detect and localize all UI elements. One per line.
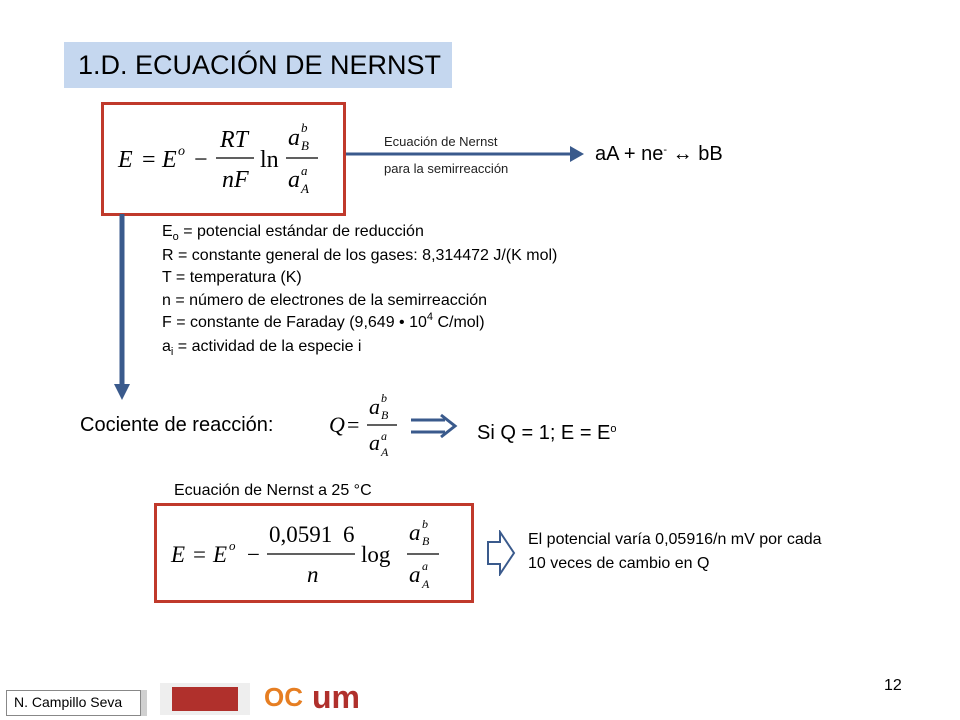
definitions-list [162, 221, 557, 359]
half-reaction-left: aA + ne [595, 143, 664, 165]
svg-text:nF: nF [222, 167, 249, 193]
svg-text:o: o [229, 538, 236, 553]
variation-line2: 10 veces de cambio en Q [528, 555, 710, 572]
nernst-label-line2: para la semirreacción [384, 161, 509, 176]
svg-text:a: a [369, 394, 380, 419]
svg-text:=: = [347, 412, 360, 437]
nernst-label-line1: Ecuación de Nernst [384, 134, 498, 149]
svg-text:b: b [301, 120, 308, 135]
variation-line1: El potencial varía 0,05916/n mV por cada [528, 531, 822, 548]
svg-text:A: A [381, 445, 389, 459]
variation-text [528, 528, 822, 576]
def-f: F = constante de Faraday (9,649 • $10^4$ C/mol) [162, 311, 485, 331]
implies-arrow [411, 413, 459, 439]
svg-text:RT: RT [220, 127, 249, 153]
oc-logo: OC [264, 682, 303, 712]
def-n: n = número de electrones de la semirreacción [162, 291, 488, 309]
electron-charge: - [663, 144, 668, 156]
svg-text:a: a [422, 559, 428, 573]
svg-text:6: 6 [343, 522, 355, 547]
hollow-arrow [486, 530, 516, 576]
half-reaction [595, 143, 723, 166]
um-logo: um [312, 679, 360, 715]
page-number: 12 [884, 677, 902, 694]
nernst-25-equation-box [154, 503, 474, 603]
svg-text:Q: Q [329, 412, 345, 437]
def-t: T = temperatura (K) [162, 269, 302, 286]
svg-text:E: E [171, 542, 186, 567]
svg-text:B: B [301, 138, 309, 153]
nernst-25-equation [157, 506, 471, 600]
down-arrow [112, 214, 132, 404]
svg-text:E: E [162, 147, 177, 173]
svg-text:B: B [381, 408, 389, 422]
svg-text:−: − [194, 147, 208, 173]
svg-text:B: B [422, 534, 430, 548]
svg-text:a: a [409, 520, 421, 545]
quotient-label: Cociente de reacción: [80, 414, 274, 436]
svg-text:a: a [288, 167, 300, 193]
university-logo [172, 687, 238, 711]
svg-text:a: a [409, 562, 421, 587]
svg-text:log: log [361, 542, 391, 567]
svg-text:n: n [307, 562, 319, 587]
svg-text:=: = [193, 542, 206, 567]
svg-text:E: E [213, 542, 228, 567]
page-title: 1.D. ECUACIÓN DE NERNST [78, 50, 442, 80]
svg-text:b: b [381, 391, 387, 405]
svg-text:=: = [142, 147, 156, 173]
svg-text:0,0591: 0,0591 [269, 522, 333, 547]
svg-text:ln: ln [260, 147, 279, 173]
quotient-equation [325, 388, 405, 460]
svg-text:A: A [301, 181, 309, 196]
svg-text:a: a [301, 163, 308, 178]
nernst-equation-box [101, 102, 346, 216]
def-a: $a_i$ = actividad de la especie i [162, 337, 362, 358]
def-r: R = constante general de los gases: 8,314472 J/(K mol) [162, 246, 558, 264]
svg-text:a: a [381, 429, 387, 443]
svg-text:A: A [422, 577, 430, 591]
svg-text:b: b [422, 517, 428, 531]
equilibrium-arrow: ↔ [672, 143, 693, 165]
svg-text:a: a [288, 125, 300, 151]
svg-text:o: o [178, 144, 185, 159]
q-result: Si Q = 1; $E = E^o$ [477, 422, 617, 444]
svg-text:a: a [369, 430, 380, 455]
nernst-equation [104, 105, 343, 213]
svg-text:−: − [247, 542, 260, 567]
nernst-25-label: Ecuación de Nernst a 25 °C [174, 482, 372, 499]
svg-text:E: E [118, 147, 133, 173]
half-reaction-right: bB [698, 143, 723, 165]
def-e0: $E_o$ = potencial estándar de reducción [162, 223, 424, 243]
author: N. Campillo Seva [14, 694, 123, 710]
